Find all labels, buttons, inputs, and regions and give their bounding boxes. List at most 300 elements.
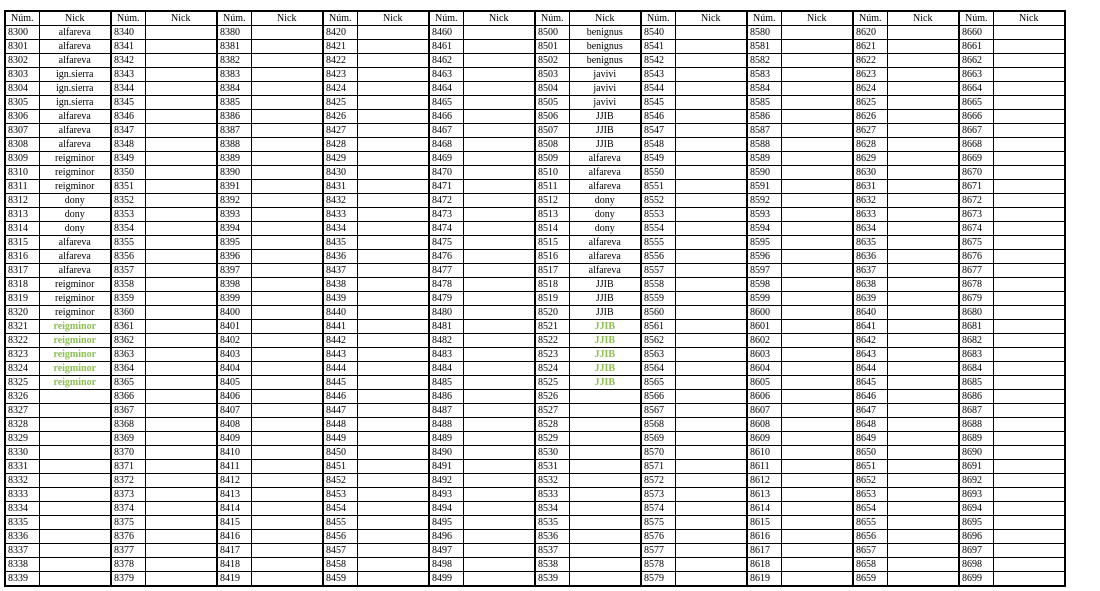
number-cell: 8658 <box>853 558 887 572</box>
nick-cell <box>781 152 853 166</box>
number-cell: 8521 <box>535 320 569 334</box>
number-cell: 8591 <box>747 180 781 194</box>
number-cell: 8373 <box>111 488 145 502</box>
nick-cell <box>357 404 429 418</box>
nick-cell <box>993 530 1065 544</box>
table-row <box>5 236 1065 250</box>
nick-cell <box>145 26 217 40</box>
number-cell: 8410 <box>217 446 251 460</box>
number-cell: 8529 <box>535 432 569 446</box>
number-cell: 8672 <box>959 194 993 208</box>
nick-cell <box>993 278 1065 292</box>
nick-cell <box>357 432 429 446</box>
nick-cell <box>781 222 853 236</box>
nick-cell <box>887 110 959 124</box>
nick-cell <box>463 418 535 432</box>
nick-cell <box>887 264 959 278</box>
nick-cell: javivi <box>569 82 641 96</box>
number-cell: 8534 <box>535 502 569 516</box>
number-cell: 8437 <box>323 264 357 278</box>
nick-cell <box>569 474 641 488</box>
nick-cell <box>357 264 429 278</box>
number-cell: 8536 <box>535 530 569 544</box>
nick-cell <box>463 460 535 474</box>
number-cell: 8561 <box>641 320 675 334</box>
nick-cell <box>887 124 959 138</box>
nick-cell <box>251 530 323 544</box>
table-row <box>5 124 1065 138</box>
number-cell: 8651 <box>853 460 887 474</box>
number-cell: 8668 <box>959 138 993 152</box>
nick-cell <box>675 418 747 432</box>
number-cell: 8478 <box>429 278 463 292</box>
nick-cell <box>887 236 959 250</box>
number-cell: 8334 <box>5 502 39 516</box>
number-cell: 8439 <box>323 292 357 306</box>
nick-cell: JJIB <box>569 362 641 376</box>
number-cell: 8327 <box>5 404 39 418</box>
nick-cell <box>39 488 111 502</box>
nick-cell: JJIB <box>569 348 641 362</box>
number-cell: 8441 <box>323 320 357 334</box>
nick-cell <box>675 278 747 292</box>
number-cell: 8506 <box>535 110 569 124</box>
number-cell: 8670 <box>959 166 993 180</box>
nick-cell: reigminor <box>39 152 111 166</box>
number-cell: 8554 <box>641 222 675 236</box>
number-cell: 8655 <box>853 516 887 530</box>
nick-cell <box>993 348 1065 362</box>
number-cell: 8518 <box>535 278 569 292</box>
nick-cell: JJIB <box>569 376 641 390</box>
nick-cell <box>145 68 217 82</box>
nick-cell <box>145 544 217 558</box>
nick-cell: alfareva <box>569 250 641 264</box>
number-cell: 8663 <box>959 68 993 82</box>
nick-cell: JJIB <box>569 110 641 124</box>
nick-cell <box>993 236 1065 250</box>
number-cell: 8371 <box>111 460 145 474</box>
nick-cell: benignus <box>569 26 641 40</box>
number-cell: 8390 <box>217 166 251 180</box>
number-cell: 8543 <box>641 68 675 82</box>
number-cell: 8539 <box>535 572 569 587</box>
number-cell: 8695 <box>959 516 993 530</box>
number-cell: 8365 <box>111 376 145 390</box>
nick-cell <box>251 446 323 460</box>
number-cell: 8335 <box>5 516 39 530</box>
number-cell: 8618 <box>747 558 781 572</box>
number-cell: 8325 <box>5 376 39 390</box>
number-cell: 8661 <box>959 40 993 54</box>
number-cell: 8574 <box>641 502 675 516</box>
nick-cell: reigminor <box>39 320 111 334</box>
nick-cell <box>39 390 111 404</box>
nick-cell <box>463 474 535 488</box>
number-cell: 8479 <box>429 292 463 306</box>
number-cell: 8353 <box>111 208 145 222</box>
number-cell: 8489 <box>429 432 463 446</box>
header-row <box>5 11 1065 26</box>
nick-cell: reigminor <box>39 376 111 390</box>
nick-cell <box>781 404 853 418</box>
nick-cell: benignus <box>569 40 641 54</box>
number-cell: 8555 <box>641 236 675 250</box>
number-cell: 8436 <box>323 250 357 264</box>
number-cell: 8431 <box>323 180 357 194</box>
number-cell: 8519 <box>535 292 569 306</box>
nick-cell <box>781 236 853 250</box>
nick-cell <box>463 446 535 460</box>
number-cell: 8551 <box>641 180 675 194</box>
nick-cell <box>463 530 535 544</box>
nick-cell <box>251 460 323 474</box>
number-cell: 8613 <box>747 488 781 502</box>
number-cell: 8660 <box>959 26 993 40</box>
number-cell: 8476 <box>429 250 463 264</box>
number-cell: 8445 <box>323 376 357 390</box>
nick-cell <box>251 418 323 432</box>
nick-cell <box>145 278 217 292</box>
number-cell: 8455 <box>323 516 357 530</box>
nick-cell <box>463 40 535 54</box>
nick-cell <box>887 362 959 376</box>
nick-cell <box>251 68 323 82</box>
nick-cell <box>463 250 535 264</box>
number-cell: 8662 <box>959 54 993 68</box>
nick-cell: javivi <box>569 96 641 110</box>
nick-cell <box>145 530 217 544</box>
number-cell: 8569 <box>641 432 675 446</box>
number-cell: 8442 <box>323 334 357 348</box>
table-row <box>5 530 1065 544</box>
number-cell: 8581 <box>747 40 781 54</box>
header-num: Núm. <box>323 11 357 26</box>
nick-cell <box>251 110 323 124</box>
number-cell: 8666 <box>959 110 993 124</box>
number-cell: 8559 <box>641 292 675 306</box>
nick-cell <box>781 362 853 376</box>
table-row <box>5 68 1065 82</box>
nick-cell <box>887 404 959 418</box>
number-cell: 8350 <box>111 166 145 180</box>
number-cell: 8457 <box>323 544 357 558</box>
nick-cell <box>993 250 1065 264</box>
nick-cell: alfareva <box>39 40 111 54</box>
nick-cell <box>781 68 853 82</box>
nick-cell <box>463 82 535 96</box>
number-cell: 8499 <box>429 572 463 587</box>
nick-cell <box>39 502 111 516</box>
number-cell: 8657 <box>853 544 887 558</box>
number-cell: 8427 <box>323 124 357 138</box>
nick-cell <box>357 544 429 558</box>
number-cell: 8653 <box>853 488 887 502</box>
nick-cell: alfareva <box>569 152 641 166</box>
nick-cell <box>251 502 323 516</box>
nick-cell <box>463 180 535 194</box>
nick-cell <box>357 208 429 222</box>
nick-cell <box>675 152 747 166</box>
nick-cell <box>251 376 323 390</box>
nick-cell <box>675 502 747 516</box>
number-cell: 8428 <box>323 138 357 152</box>
nick-cell <box>675 54 747 68</box>
nick-cell <box>251 558 323 572</box>
nick-cell <box>993 68 1065 82</box>
nick-cell <box>463 152 535 166</box>
nick-cell <box>993 54 1065 68</box>
number-cell: 8362 <box>111 334 145 348</box>
nick-cell <box>145 208 217 222</box>
number-cell: 8528 <box>535 418 569 432</box>
number-cell: 8308 <box>5 138 39 152</box>
nick-cell <box>357 278 429 292</box>
nick-cell <box>993 124 1065 138</box>
number-cell: 8361 <box>111 320 145 334</box>
nick-cell <box>357 502 429 516</box>
number-cell: 8414 <box>217 502 251 516</box>
number-cell: 8586 <box>747 110 781 124</box>
number-cell: 8411 <box>217 460 251 474</box>
number-cell: 8497 <box>429 544 463 558</box>
number-cell: 8375 <box>111 516 145 530</box>
nick-cell: alfareva <box>39 250 111 264</box>
number-cell: 8517 <box>535 264 569 278</box>
number-cell: 8585 <box>747 96 781 110</box>
table-row <box>5 110 1065 124</box>
number-cell: 8567 <box>641 404 675 418</box>
nick-cell <box>781 376 853 390</box>
nick-cell <box>887 320 959 334</box>
number-cell: 8598 <box>747 278 781 292</box>
nick-cell <box>39 418 111 432</box>
number-cell: 8305 <box>5 96 39 110</box>
nick-cell <box>887 152 959 166</box>
number-cell: 8302 <box>5 54 39 68</box>
number-cell: 8315 <box>5 236 39 250</box>
number-cell: 8368 <box>111 418 145 432</box>
nick-cell: reigminor <box>39 348 111 362</box>
number-cell: 8304 <box>5 82 39 96</box>
number-cell: 8440 <box>323 306 357 320</box>
nick-cell <box>675 362 747 376</box>
nick-cell <box>569 432 641 446</box>
table-row <box>5 572 1065 587</box>
number-cell: 8547 <box>641 124 675 138</box>
table-row <box>5 544 1065 558</box>
number-cell: 8645 <box>853 376 887 390</box>
number-cell: 8568 <box>641 418 675 432</box>
nick-cell <box>145 166 217 180</box>
nick-cell <box>781 432 853 446</box>
nick-cell <box>251 250 323 264</box>
table-row <box>5 138 1065 152</box>
number-cell: 8444 <box>323 362 357 376</box>
number-cell: 8538 <box>535 558 569 572</box>
number-cell: 8429 <box>323 152 357 166</box>
nick-cell <box>145 488 217 502</box>
nick-cell <box>357 222 429 236</box>
header-nick: Nick <box>357 11 429 26</box>
number-cell: 8656 <box>853 530 887 544</box>
nick-cell <box>463 544 535 558</box>
nick-cell <box>993 292 1065 306</box>
number-cell: 8422 <box>323 54 357 68</box>
number-cell: 8626 <box>853 110 887 124</box>
number-cell: 8423 <box>323 68 357 82</box>
number-cell: 8485 <box>429 376 463 390</box>
number-cell: 8389 <box>217 152 251 166</box>
number-cell: 8498 <box>429 558 463 572</box>
header-num: Núm. <box>111 11 145 26</box>
number-cell: 8358 <box>111 278 145 292</box>
nick-cell <box>887 54 959 68</box>
number-cell: 8696 <box>959 530 993 544</box>
number-cell: 8667 <box>959 124 993 138</box>
nick-cell <box>251 474 323 488</box>
header-nick: Nick <box>569 11 641 26</box>
nick-cell: alfareva <box>569 264 641 278</box>
number-cell: 8405 <box>217 376 251 390</box>
nick-cell <box>569 446 641 460</box>
number-cell: 8503 <box>535 68 569 82</box>
nick-cell <box>675 110 747 124</box>
nick-cell <box>993 138 1065 152</box>
nick-cell <box>887 474 959 488</box>
nick-cell <box>251 390 323 404</box>
nick-cell <box>887 278 959 292</box>
number-cell: 8516 <box>535 250 569 264</box>
nick-cell <box>357 460 429 474</box>
table-row <box>5 264 1065 278</box>
table-row <box>5 194 1065 208</box>
number-cell: 8633 <box>853 208 887 222</box>
number-cell: 8374 <box>111 502 145 516</box>
number-cell: 8553 <box>641 208 675 222</box>
number-cell: 8690 <box>959 446 993 460</box>
nick-cell <box>887 460 959 474</box>
nick-cell: ign.sierra <box>39 96 111 110</box>
number-cell: 8664 <box>959 82 993 96</box>
number-cell: 8416 <box>217 530 251 544</box>
number-cell: 8472 <box>429 194 463 208</box>
nick-cell <box>463 390 535 404</box>
number-cell: 8400 <box>217 306 251 320</box>
number-cell: 8501 <box>535 40 569 54</box>
nick-cell <box>463 572 535 587</box>
number-cell: 8401 <box>217 320 251 334</box>
nick-cell <box>463 194 535 208</box>
nick-cell: reigminor <box>39 334 111 348</box>
number-cell: 8482 <box>429 334 463 348</box>
number-cell: 8649 <box>853 432 887 446</box>
number-cell: 8511 <box>535 180 569 194</box>
number-cell: 8337 <box>5 544 39 558</box>
number-cell: 8594 <box>747 222 781 236</box>
nick-cell <box>675 166 747 180</box>
nick-cell <box>781 558 853 572</box>
number-cell: 8469 <box>429 152 463 166</box>
nick-cell <box>463 264 535 278</box>
nick-cell <box>993 460 1065 474</box>
nick-cell <box>993 222 1065 236</box>
number-cell: 8622 <box>853 54 887 68</box>
nick-cell <box>993 516 1065 530</box>
number-cell: 8360 <box>111 306 145 320</box>
number-cell: 8394 <box>217 222 251 236</box>
nick-cell <box>251 362 323 376</box>
nick-cell <box>463 54 535 68</box>
nick-cell: alfareva <box>39 264 111 278</box>
nick-cell <box>251 180 323 194</box>
nick-cell <box>145 152 217 166</box>
number-cell: 8556 <box>641 250 675 264</box>
number-cell: 8687 <box>959 404 993 418</box>
nick-cell <box>781 40 853 54</box>
number-cell: 8540 <box>641 26 675 40</box>
header-num: Núm. <box>853 11 887 26</box>
number-cell: 8515 <box>535 236 569 250</box>
number-cell: 8454 <box>323 502 357 516</box>
number-cell: 8458 <box>323 558 357 572</box>
nick-cell <box>887 376 959 390</box>
number-cell: 8310 <box>5 166 39 180</box>
nick-cell <box>781 320 853 334</box>
number-cell: 8341 <box>111 40 145 54</box>
number-cell: 8456 <box>323 530 357 544</box>
number-cell: 8446 <box>323 390 357 404</box>
number-cell: 8463 <box>429 68 463 82</box>
number-cell: 8659 <box>853 572 887 587</box>
number-cell: 8588 <box>747 138 781 152</box>
number-cell: 8312 <box>5 194 39 208</box>
number-cell: 8495 <box>429 516 463 530</box>
nick-cell <box>251 278 323 292</box>
number-cell: 8685 <box>959 376 993 390</box>
table-row <box>5 488 1065 502</box>
nick-cell: dony <box>569 208 641 222</box>
nick-cell <box>251 306 323 320</box>
nick-cell <box>675 334 747 348</box>
nick-cell <box>887 96 959 110</box>
number-cell: 8524 <box>535 362 569 376</box>
nick-cell <box>251 124 323 138</box>
nick-cell <box>39 530 111 544</box>
number-cell: 8395 <box>217 236 251 250</box>
number-cell: 8545 <box>641 96 675 110</box>
nick-cell <box>251 40 323 54</box>
table-row <box>5 222 1065 236</box>
nick-cell <box>463 138 535 152</box>
nick-cell <box>781 194 853 208</box>
nick-cell <box>463 96 535 110</box>
nick-cell <box>145 446 217 460</box>
number-cell: 8654 <box>853 502 887 516</box>
number-cell: 8399 <box>217 292 251 306</box>
nick-cell <box>357 376 429 390</box>
table-row <box>5 404 1065 418</box>
number-cell: 8582 <box>747 54 781 68</box>
nick-cell <box>781 446 853 460</box>
nick-cell <box>145 306 217 320</box>
nick-cell <box>675 180 747 194</box>
number-cell: 8397 <box>217 264 251 278</box>
number-cell: 8602 <box>747 334 781 348</box>
number-cell: 8492 <box>429 474 463 488</box>
nick-cell <box>781 390 853 404</box>
nick-cell <box>993 362 1065 376</box>
